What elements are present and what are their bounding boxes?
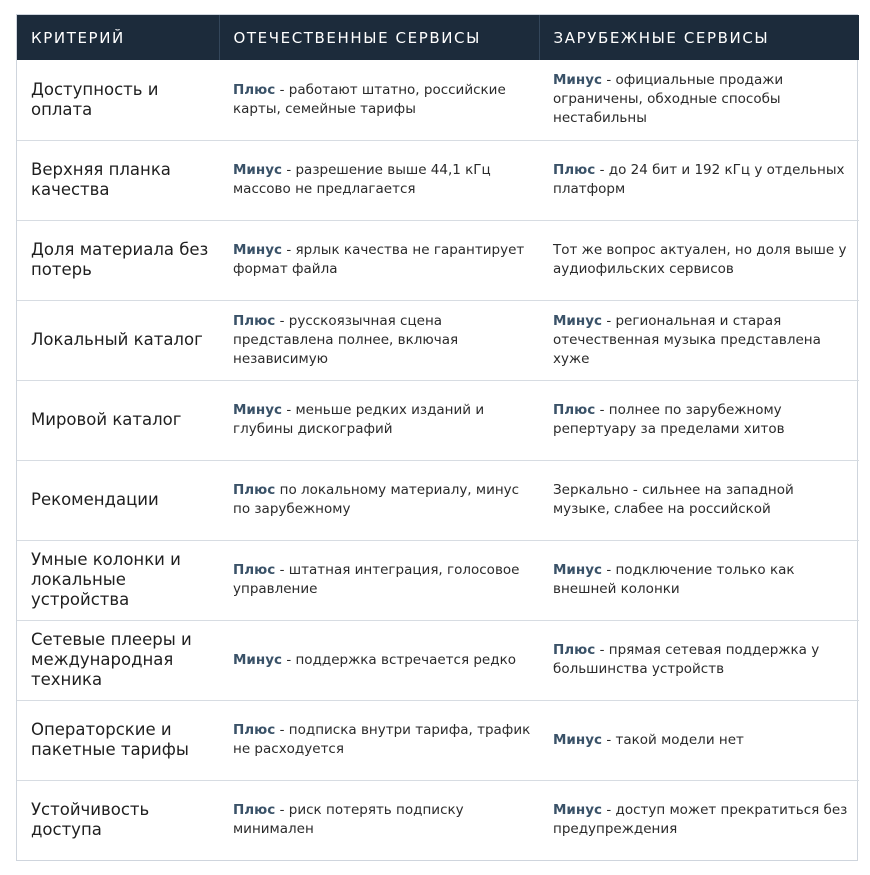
domestic-cell — [219, 300, 539, 380]
criterion-cell: Умные колонки и локальные устройства — [31, 550, 181, 609]
cell-text: Тот же вопрос актуален, но доля выше у аудиофильских сервисов — [553, 242, 847, 277]
criterion-cell: Рекомендации — [31, 490, 159, 509]
verdict-label: Минус — [553, 731, 603, 748]
table-row — [17, 300, 859, 380]
criterion-cell: Доступность и оплата — [31, 79, 159, 119]
verdict-label: Минус — [233, 162, 283, 178]
cell-text: - региональная и старая отечественная музыка представлена хуже — [553, 312, 821, 367]
verdict-label: Плюс — [233, 802, 276, 819]
foreign-cell — [539, 620, 859, 700]
criterion-cell: Устойчивость доступа — [31, 800, 150, 840]
cell-text: - ярлык качества не гарантирует формат файла — [233, 242, 525, 277]
foreign-cell — [539, 380, 859, 460]
cell-text: - полнее по зарубежному репертуару за пределами хитов — [553, 402, 785, 437]
domestic-cell — [219, 540, 539, 620]
domestic-cell — [219, 780, 539, 860]
verdict-label: Минус — [553, 562, 603, 578]
domestic-cell — [219, 380, 539, 460]
table-row — [17, 60, 859, 140]
header-domestic: ОТЕЧЕСТВЕННЫЕ СЕРВИСЫ — [219, 15, 539, 60]
domestic-cell — [219, 220, 539, 300]
verdict-label: Минус — [233, 242, 283, 258]
foreign-cell — [539, 220, 859, 300]
verdict-label: Плюс — [553, 402, 596, 418]
verdict-label: Минус — [553, 312, 603, 329]
cell-text: - подписка внутри тарифа, трафик не расходуется — [233, 722, 531, 757]
domestic-cell — [219, 460, 539, 540]
table-row — [17, 140, 859, 220]
criterion-cell: Сетевые плееры и международная техника — [31, 630, 192, 689]
criterion-cell: Верхняя планка качества — [31, 160, 171, 199]
domestic-cell — [219, 620, 539, 700]
foreign-cell — [539, 540, 859, 620]
cell-text: - работают штатно, российские карты, семейные тарифы — [233, 81, 506, 117]
cell-text: - такой модели нет — [602, 731, 744, 748]
cell-text: - до 24 бит и 192 кГц у отдельных платформ — [553, 162, 845, 197]
cell-text: - доступ может прекратиться без предупреждения — [553, 802, 848, 838]
header-foreign: ЗАРУБЕЖНЫЕ СЕРВИСЫ — [539, 15, 859, 60]
verdict-label: Минус — [233, 651, 283, 668]
cell-text: - подключение только как внешней колонки — [553, 562, 795, 597]
cell-text: - официальные продажи ограничены, обходные способы нестабильны — [553, 72, 784, 127]
verdict-label: Плюс — [233, 482, 276, 498]
cell-text: Зеркально - сильнее на западной музыке, слабее на российской — [553, 482, 794, 517]
domestic-cell — [219, 140, 539, 220]
cell-text: - меньше редких изданий и глубины дискографий — [233, 402, 485, 437]
verdict-label: Минус — [553, 802, 603, 819]
table-row — [17, 380, 859, 460]
header-criterion: КРИТЕРИЙ — [31, 28, 125, 47]
cell-text: - поддержка встречается редко — [282, 651, 516, 668]
cell-text: - прямая сетевая поддержка у большинства устройств — [553, 642, 820, 677]
comparison-table — [17, 15, 859, 860]
foreign-cell — [539, 460, 859, 540]
verdict-label: Плюс — [553, 162, 596, 178]
foreign-cell — [539, 140, 859, 220]
table-row — [17, 780, 859, 860]
verdict-label: Плюс — [233, 312, 276, 329]
criterion-cell: Доля материала без потерь — [31, 240, 209, 279]
verdict-label: Плюс — [553, 642, 596, 658]
comparison-table-container — [16, 14, 858, 861]
cell-text: - разрешение выше 44,1 кГц массово не предлагается — [233, 162, 491, 197]
foreign-cell — [539, 300, 859, 380]
table-row — [17, 700, 859, 780]
table-row — [17, 220, 859, 300]
verdict-label: Минус — [233, 402, 283, 418]
verdict-label: Плюс — [233, 81, 276, 98]
criterion-cell: Мировой каталог — [31, 410, 182, 429]
foreign-cell — [539, 780, 859, 860]
verdict-label: Плюс — [233, 722, 276, 738]
verdict-label: Минус — [553, 72, 603, 89]
domestic-cell — [219, 700, 539, 780]
verdict-label: Плюс — [233, 562, 276, 578]
table-header-row — [17, 15, 859, 60]
cell-text: по локальному материалу, минус по зарубежному — [233, 482, 520, 517]
criterion-cell: Локальный каталог — [31, 330, 203, 349]
table-row — [17, 540, 859, 620]
cell-text: - риск потерять подписку минимален — [233, 802, 464, 838]
cell-text: - русскоязычная сцена представлена полнее, включая независимую — [233, 312, 459, 367]
foreign-cell — [539, 700, 859, 780]
cell-text: - штатная интеграция, голосовое управление — [233, 562, 520, 597]
table-row — [17, 620, 859, 700]
criterion-cell: Операторские и пакетные тарифы — [31, 720, 189, 759]
domestic-cell — [219, 60, 539, 140]
foreign-cell — [539, 60, 859, 140]
table-row — [17, 460, 859, 540]
